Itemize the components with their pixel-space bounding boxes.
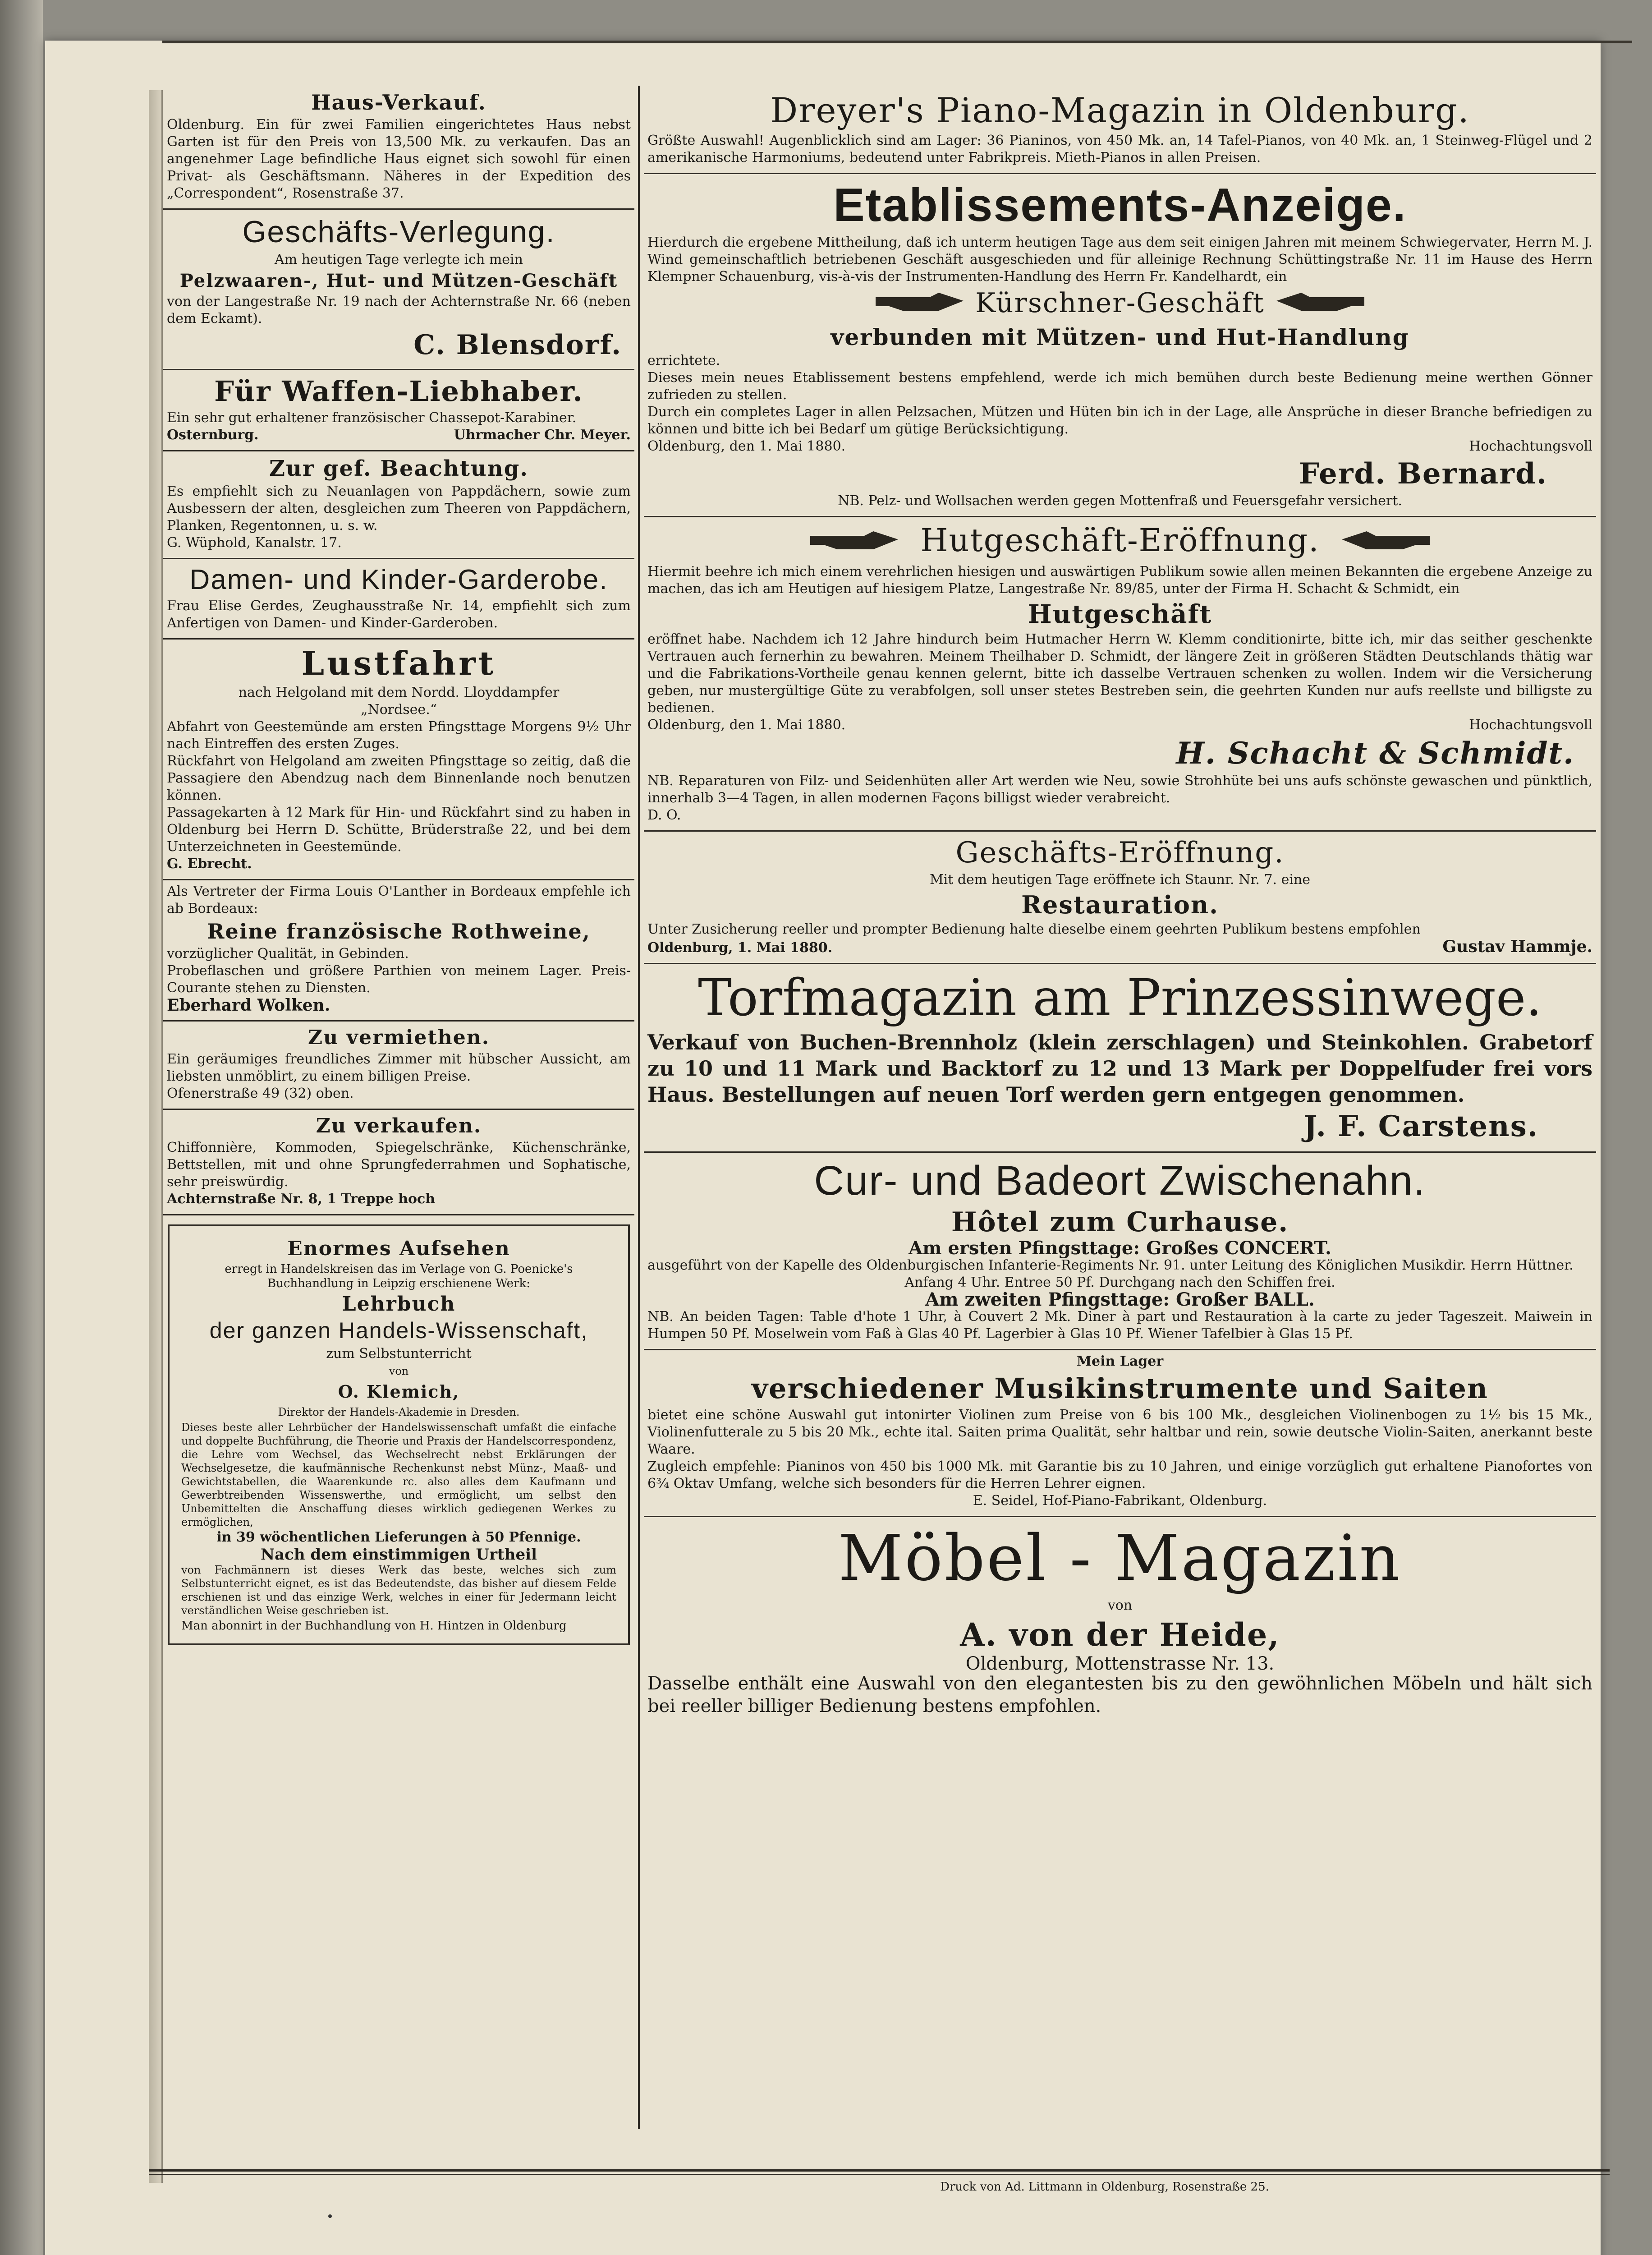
ad-title: Haus-Verkauf. — [311, 90, 486, 115]
ad-title: Geschäfts-Verlegung. — [242, 215, 555, 249]
ad-restauration — [644, 832, 1596, 964]
ad-date: Oldenburg, den 1. Mai 1880. — [647, 438, 846, 454]
ad-body: Dieses beste aller Lehrbücher der Handelswissenschaft umfaßt die einfache und doppelte Buchführung, die Theorie und Praxis der Handelscorrespondenz, die Lehre vom Wechsel, das Wechselrecht nebst Erklärungen der Wechselgesetze, die kaufmännische Rechenkunst nebst Münz-, Maaß- und Gewichtstabellen, die Waarenkunde rc. also alles dem Kaufmann und Gewerbtreibenden Wissenswerthe, und ermöglicht, um selbst den Unbemittelten die Anschaffung dieses wirklich gediegenen Werkes zu ermöglichen, — [181, 1421, 616, 1528]
ad-paragraph: Durch ein completes Lager in allen Pelzsachen, Mützen und Hüten bin ich in der Lage, alle Ansprüche in dieser Branche befriedigen zu können und bitte ich bei Bedarf um gütige Berücksichtigung. — [647, 404, 1592, 437]
pointing-hand-icon — [801, 525, 909, 561]
ad-title: Zu verkaufen. — [316, 1114, 482, 1137]
ad-shop: Hutgeschäft — [1028, 599, 1212, 629]
left-column — [163, 86, 634, 1654]
ad-body: Ein geräumiges freundliches Zimmer mit hübscher Aussicht, am liebsten unmöblirt, zu einem billigen Preise. — [167, 1051, 631, 1084]
ad-paragraph: Hiermit beehre ich mich einem verehrlichen hiesigen und auswärtigen Publikum sowie allen meinen Bekannten die ergebene Anzeige zu machen, das ich am Heutigen auf hiesigem Platze, Langestraße Nr. 89/85, unter der Firma H. Schacht & Schmidt, ein — [647, 563, 1592, 597]
ad-date: Oldenburg, 1. Mai 1880. — [647, 939, 833, 956]
ad-paragraph: errichtete. — [647, 352, 720, 368]
ad-title: Hutgeschäft-Eröffnung. — [920, 521, 1320, 559]
ad-kurhaus — [644, 1153, 1596, 1350]
book-subtitle: der ganzen Handels-Wissenschaft, — [209, 1318, 588, 1343]
ad-vermiethen — [163, 1022, 634, 1110]
ad-signer: Uhrmacher Chr. Meyer. — [454, 427, 631, 443]
ad-paragraph: Mit dem heutigen Tage eröffnete ich Staunr. Nr. 7. eine — [929, 871, 1311, 888]
ad-body: Frau Elise Gerdes, Zeughausstraße Nr. 14, empfiehlt sich zum Anfertigen von Damen- und Kinder-Garderoben. — [167, 598, 631, 631]
ad-title: Damen- und Kinder-Garderobe. — [189, 564, 608, 595]
hotel-name: Hôtel zum Curhause. — [951, 1206, 1289, 1238]
ad-nb: NB. An beiden Tagen: Table d'hote 1 Uhr, à Couvert 2 Mk. Diner à part und Restauration à la carte zu jeder Tageszeit. Maiwein in Humpen 50 Pf. Moselwein vom Faß à Glas 40 Pf. Lagerbier à Glas 10 Pf. Wiener Tafelbier à Glas 15 Pf. — [647, 1308, 1592, 1342]
ad-place: Osternburg. — [167, 427, 259, 443]
ad-dreyer-piano — [644, 86, 1596, 174]
book-title: Lehrbuch — [342, 1293, 456, 1316]
ad-von: von — [1107, 1597, 1133, 1613]
ad-shop-sub: verbunden mit Mützen- und Hut-Handlung — [831, 323, 1409, 350]
ad-ship: „Nordsee.“ — [360, 702, 437, 718]
ad-line: ausgeführt von der Kapelle des Oldenburgischen Infanterie-Regiments Nr. 91. unter Leitung des Königlichen Musikdir. Herrn Hüttner. — [647, 1257, 1574, 1273]
book-note: zum Selbstunterricht — [326, 1346, 472, 1362]
ad-paragraph: Zugleich empfehle: Pianinos von 450 bis 1000 Mk. mit Garantie bis zu 10 Jahren, und einige vorzüglich gut erhaltene Pianofortes von 6¾ Oktav Umfang, welche sich besonders für die Herren Lehrer eignen. — [647, 1458, 1592, 1491]
newspaper-page — [45, 41, 1601, 2255]
ad-signature: G. Ebrecht. — [167, 856, 252, 872]
ad-title: Geschäfts-Eröffnung. — [955, 836, 1285, 870]
ad-musikinstrumente — [644, 1350, 1596, 1517]
ad-title: Etablissements-Anzeige. — [833, 179, 1407, 231]
ad-title: Möbel - Magazin — [838, 1521, 1402, 1595]
ad-rothweine — [163, 880, 634, 1022]
ad-signature: Eberhard Wolken. — [167, 996, 330, 1015]
bottom-rule-thin — [149, 2174, 1610, 2175]
ad-title: Zur gef. Beachtung. — [269, 456, 528, 481]
ad-body: Oldenburg. Ein für zwei Familien eingerichtetes Haus nebst Garten ist für den Preis von 13,500 Mk. zu verkaufen. Das an angenehmer Lage befindliche Haus eignet sich sowohl für einen Privat- als Geschäftsmann. Näheres in der Expedition des „Correspondent“, Rosenstraße 37. — [167, 117, 631, 201]
ad-body: Probeflaschen und größere Parthien von meinem Lager. Preis-Courante stehen zu Diensten. — [167, 963, 631, 996]
printer-imprint: Druck von Ad. Littmann in Oldenburg, Rosenstraße 25. — [940, 2180, 1269, 2194]
ad-paragraph: Abfahrt von Geestemünde am ersten Pfingsttage Morgens 9½ Uhr nach Eintreffen des ersten Zuges. — [167, 719, 631, 752]
ad-signer: G. Wüphold, Kanalstr. 17. — [167, 535, 342, 551]
ad-title: Lustfahrt — [301, 644, 496, 682]
ad-paragraph: eröffnet habe. Nachdem ich 12 Jahre hindurch beim Hutmacher Herrn W. Klemm conditionirte, bitte ich, mir das seither geschenkte Vertrauen auch fernerhin zu bewahren. Meinem Theilhaber D. Schmidt, der längere Zeit in größeren Städten Deutschlands thätig war und die Fabrikations-Vortheile genau kennen gelernt, bitte ich dasselbe Vertrauen schenken zu wollen. Indem wir die Versicherung geben, nur mustergültige Güte zu verabfolgen, soll unser stetes Bestreben sein, die geehrten Kunden nur aufs reellste und billigste zu bedienen. — [647, 631, 1592, 716]
ad-lieferung: in 39 wöchentlichen Lieferungen à 50 Pfennige. — [216, 1529, 581, 1545]
ad-body: Es empfiehlt sich zu Neuanlagen von Pappdächern, sowie zum Ausbessern der alten, desgleichen zum Theeren von Pappdächern, Planken, Regentonnen, u. s. w. — [167, 483, 631, 534]
ad-geschaefts-verlegung — [163, 210, 634, 370]
ad-hutgeschaeft — [644, 517, 1596, 832]
ad-intro: Am heutigen Tage verlegte ich mein — [275, 252, 523, 267]
ad-shop: Restauration. — [1021, 890, 1219, 919]
ad-address: Achternstraße Nr. 8, 1 Treppe hoch — [167, 1191, 436, 1207]
ad-nb: NB. Pelz- und Wollsachen werden gegen Mottenfraß und Feuersgefahr versichert. — [838, 492, 1402, 509]
ad-waffen — [163, 370, 634, 451]
column-rule — [638, 86, 640, 2129]
ad-body: von der Langestraße Nr. 19 nach der Achternstraße Nr. 66 (neben dem Eckamt). — [167, 294, 631, 327]
binding-spine — [149, 90, 163, 2183]
ad-nb: NB. Reparaturen von Filz- und Seidenhüten aller Art werden wie Neu, sowie Strohhüte bei uns aufs schönste gewaschen und pünktlich, innerhalb 3—4 Tagen, in allen modernen Façons billigst wieder verabreicht. — [647, 773, 1592, 806]
ad-torfmagazin — [644, 964, 1596, 1153]
scan-margin — [0, 0, 43, 2255]
ad-beachtung — [163, 451, 634, 559]
ad-initials: D. O. — [647, 807, 681, 823]
ad-sub: nach Helgoland mit dem Nordd. Lloyddampfer — [238, 685, 560, 700]
ad-title: Cur- und Badeort Zwischenahn. — [814, 1157, 1426, 1204]
ad-signature: C. Blensdorf. — [413, 329, 622, 361]
ad-paragraph: Unter Zusicherung reeller und prompter Bedienung halte dieselbe einem geehrten Publikum bestens empfohlen — [647, 921, 1421, 937]
ad-footer: Man abonnirt in der Buchhandlung von H. Hintzen in Oldenburg — [181, 1619, 567, 1633]
ad-name: A. von der Heide, — [960, 1615, 1280, 1653]
ad-paragraph: bietet eine schöne Auswahl gut intonirter Violinen zum Preise von 6 bis 100 Mk., desgleichen Violinenbogen zu 1½ bis 15 Mk., Violinenfutterale zu 5 bis 20 Mk., echte ital. Saiten prima Qualität, sehr haltbar und rein, sowie deutsche Violin-Saiten, anerkannt beste Waare. — [647, 1407, 1592, 1457]
ad-regards: Hochachtungsvoll — [1469, 717, 1592, 733]
bottom-rule — [149, 2169, 1610, 2172]
ad-body: Verkauf von Buchen-Brennholz (klein zerschlagen) und Steinkohlen. Grabetorf zu 10 und 11 Mark und Backtorf zu 12 und 13 Mark per Doppelfuder frei vors Haus. Bestellungen auf neuen Torf werden gern entgegen genommen. — [647, 1030, 1592, 1107]
book-von: von — [389, 1365, 409, 1377]
ad-regards: Hochachtungsvoll — [1469, 438, 1592, 454]
pointing-hand-icon — [1274, 288, 1364, 322]
ad-title: Torfmagazin am Prinzessinwege. — [698, 968, 1542, 1027]
ad-body: Dasselbe enthält eine Auswahl von den elegantesten bis zu den gewöhnlichen Möbeln und hält sich bei reeller billiger Bedienung bestens empfohlen. — [647, 1673, 1592, 1717]
ad-sub: vorzüglicher Qualität, in Gebinden. — [167, 946, 409, 962]
ad-haus-verkauf — [163, 86, 634, 210]
ad-body: Chiffonnière, Kommoden, Spiegelschränke, Küchenschränke, Bettstellen, mit und ohne Sprungfederrahmen und Sophatische, sehr preiswürdig. — [167, 1140, 631, 1190]
ad-urtheil: Nach dem einstimmigen Urtheil — [261, 1546, 537, 1564]
ad-etablissements — [644, 174, 1596, 517]
ad-intro: erregt in Handelskreisen das im Verlage von G. Poenicke's Buchhandlung in Leipzig erschienene Werk: — [225, 1262, 573, 1290]
ad-date: Oldenburg, den 1. Mai 1880. — [647, 717, 846, 733]
ad-address: Oldenburg, Mottenstrasse Nr. 13. — [965, 1653, 1275, 1674]
ad-title: Zu vermiethen. — [307, 1026, 490, 1049]
ad-line: Am ersten Pfingsttage: Großes CONCERT. — [909, 1237, 1331, 1259]
ad-title: Für Waffen-Liebhaber. — [214, 375, 583, 408]
ad-lustfahrt — [163, 640, 634, 880]
pointing-hand-icon — [876, 288, 966, 322]
pointing-hand-icon — [1331, 525, 1439, 561]
ad-paragraph: Dieses mein neues Etablissement bestens empfehlend, werde ich mich bemühen durch beste Bedienung meine werthen Gönner zufrieden zu stellen. — [647, 369, 1592, 403]
ad-paragraph: Rückfahrt von Helgoland am zweiten Pfingsttage so zeitig, daß die Passagiere den Abendzug nach dem Binnenlande noch benutzen können. — [167, 753, 631, 803]
ad-intro: Als Vertreter der Firma Louis O'Lanther in Bordeaux empfehle ich ab Bordeaux: — [167, 884, 631, 916]
ad-line: Anfang 4 Uhr. Entree 50 Pf. Durchgang nach den Schiffen frei. — [904, 1274, 1335, 1290]
ad-moebel-magazin — [644, 1517, 1596, 1724]
ad-signature: Gustav Hammje. — [1442, 937, 1592, 956]
ad-paragraph: Hierdurch die ergebene Mittheilung, daß ich unterm heutigen Tage aus dem seit einigen Jahren mit meinem Schwiegervater, Herrn M. J. Wind gemeinschaftlich betriebenen Geschäft ausgeschieden und für alleinige Rechnung Schüttingstraße Nr. 11 im Hause des Herrn Klempner Schauenburg, vis-à-vis der Instrumenten-Handlung des Herrn Fr. Kandelhardt, ein — [647, 235, 1592, 285]
ink-speck — [328, 2214, 332, 2218]
ad-title: Dreyer's Piano-Magazin in Oldenburg. — [770, 90, 1470, 130]
ad-intro: Mein Lager — [1076, 1353, 1164, 1369]
ad-shop: Pelzwaaren-, Hut- und Mützen-Geschäft — [179, 270, 618, 291]
ad-signature: H. Schacht & Schmidt. — [1176, 735, 1574, 771]
ad-body: Ein sehr gut erhaltener französischer Chassepot-Karabiner. — [167, 410, 577, 426]
ad-line: Am zweiten Pfingsttage: Großer BALL. — [925, 1289, 1315, 1310]
ad-signature: Ferd. Bernard. — [1299, 456, 1547, 491]
ad-body-2: von Fachmännern ist dieses Werk das beste, welches sich zum Selbstunterricht eignet, es ist das Bedeutendste, das bisher auf diesem Felde erschienen ist und das einzige Werk, welches in einer für Jedermann leicht verständlichen Weise geschrieben ist. — [181, 1564, 616, 1617]
book-author: O. Klemich, — [338, 1381, 460, 1402]
top-rule — [162, 41, 1632, 43]
ad-lehrbuch-box — [168, 1224, 630, 1645]
right-column — [644, 86, 1596, 1724]
ad-title: Enormes Aufsehen — [287, 1237, 510, 1260]
ad-body: Größte Auswahl! Augenblicklich sind am Lager: 36 Pianinos, von 450 Mk. an, 14 Tafel-Pianos, von 40 Mk. an, 1 Steinweg-Flügel und 2 amerikanische Harmoniums, bedeutend unter Fabrikpreis. Mieth-Pianos in allen Preisen. — [647, 133, 1592, 166]
ad-address: Ofenerstraße 49 (32) oben. — [167, 1086, 354, 1101]
ad-signature: E. Seidel, Hof-Piano-Fabrikant, Oldenburg. — [973, 1492, 1267, 1509]
ad-title: verschiedener Musikinstrumente und Saiten — [751, 1371, 1489, 1405]
ad-title: Reine französische Rothweine, — [207, 919, 591, 943]
ad-signature: J. F. Carstens. — [1303, 1109, 1538, 1143]
ad-shop: Kürschner-Geschäft — [975, 287, 1265, 319]
ad-paragraph: Passagekarten à 12 Mark für Hin- und Rückfahrt sind zu haben in Oldenburg bei Herrn D. Schütte, Brüderstraße 22, und bei dem Unterzeichneten in Geestemünde. — [167, 805, 631, 855]
ad-garderobe — [163, 559, 634, 640]
book-author-role: Direktor der Handels-Akademie in Dresden. — [278, 1406, 520, 1418]
ad-verkaufen — [163, 1110, 634, 1215]
